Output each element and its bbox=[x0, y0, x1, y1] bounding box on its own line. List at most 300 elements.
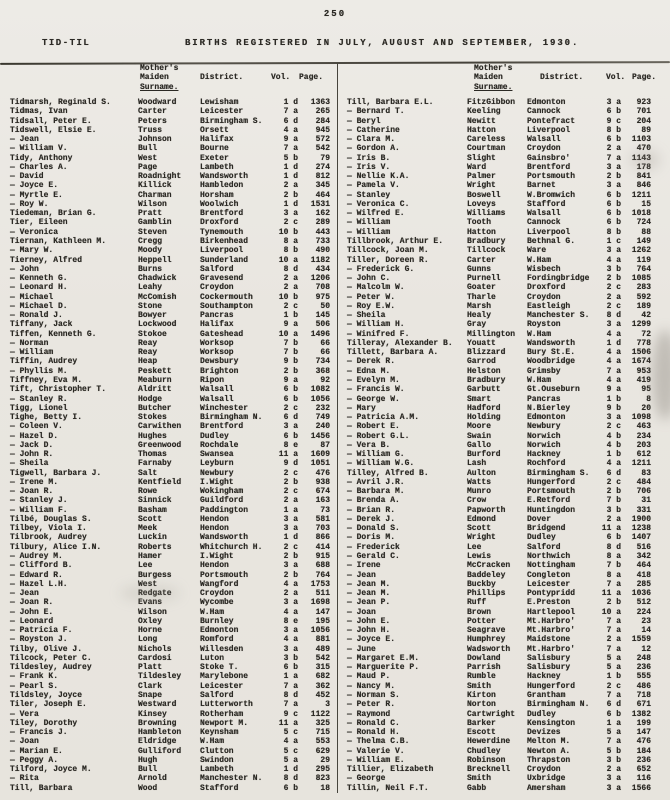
page-cell: 923 bbox=[636, 98, 651, 107]
name-cell: — Iris B. bbox=[347, 153, 391, 163]
volume-cell: 1 c bbox=[606, 236, 621, 246]
maiden-surname-cell: Youatt bbox=[467, 338, 496, 348]
table-row bbox=[347, 172, 663, 181]
table-row bbox=[10, 515, 340, 524]
page-cell: 8 bbox=[646, 394, 651, 404]
page-cell: 1456 bbox=[310, 431, 330, 441]
name-cell: Tiffany, Jack bbox=[10, 320, 73, 330]
volume-cell: 5 a bbox=[606, 663, 621, 673]
column-header-page-right: Page. bbox=[632, 73, 657, 82]
maiden-surname-cell: Blizzard bbox=[467, 348, 506, 358]
table-row bbox=[347, 700, 663, 709]
maiden-surname-cell: Wilson bbox=[138, 607, 167, 617]
name-cell: — Frederick bbox=[347, 542, 400, 552]
volume-cell: 2 a bbox=[283, 181, 298, 191]
volume-cell: 5 a bbox=[606, 728, 621, 738]
name-cell: Tier, Eileen bbox=[10, 218, 68, 228]
district-cell: Cannock bbox=[527, 218, 561, 228]
volume-cell: 2 c bbox=[606, 283, 621, 293]
name-cell: — Charles A. bbox=[10, 162, 68, 172]
volume-cell: 2 a bbox=[606, 292, 621, 302]
table-row bbox=[10, 274, 340, 283]
maiden-surname-cell: Killick bbox=[138, 181, 172, 191]
maiden-surname-cell: Aulton bbox=[467, 468, 496, 478]
table-row bbox=[10, 107, 340, 116]
district-cell: Lutterworth bbox=[200, 700, 253, 710]
district-cell: Leicester bbox=[527, 579, 571, 589]
volume-cell: 3 a bbox=[606, 181, 621, 191]
table-row bbox=[347, 682, 663, 691]
district-cell: Burnley bbox=[200, 616, 234, 626]
maiden-surname-cell: Reay bbox=[138, 338, 158, 348]
district-cell: Leyburn bbox=[200, 459, 234, 469]
district-cell: Devizes bbox=[527, 728, 561, 738]
volume-cell: 11 a bbox=[278, 450, 298, 460]
name-cell: Tiernan, Kathleen M. bbox=[10, 236, 107, 246]
maiden-surname-cell: Hambleton bbox=[138, 728, 182, 738]
page-cell: 1103 bbox=[631, 135, 651, 145]
district-cell: Hartlepool bbox=[527, 607, 576, 617]
district-cell: Exeter bbox=[200, 153, 229, 163]
maiden-surname-cell: Slight bbox=[467, 153, 496, 163]
table-row bbox=[10, 737, 340, 746]
volume-cell: 7 a bbox=[606, 579, 621, 589]
table-row bbox=[347, 747, 663, 756]
volume-cell: 7 a bbox=[606, 737, 621, 747]
district-cell: Stoke T. bbox=[200, 663, 239, 673]
district-cell: Mt.Harbro' bbox=[527, 626, 576, 636]
page-cell: 715 bbox=[315, 728, 330, 738]
district-cell: Ripon bbox=[200, 375, 225, 385]
name-cell: — Marian E. bbox=[10, 746, 63, 756]
page-cell: 147 bbox=[636, 728, 651, 738]
table-row bbox=[10, 496, 340, 505]
table-row bbox=[10, 663, 340, 672]
volume-cell: 6 d bbox=[606, 468, 621, 478]
table-row bbox=[347, 330, 663, 339]
volume-cell: 3 a bbox=[606, 246, 621, 256]
volume-cell: 7 a bbox=[606, 153, 621, 163]
page-cell: 463 bbox=[636, 422, 651, 432]
name-cell: — Irene bbox=[347, 561, 381, 571]
table-row bbox=[10, 672, 340, 681]
table-row bbox=[10, 765, 340, 774]
table-row bbox=[347, 654, 663, 663]
volume-cell: 3 a bbox=[283, 626, 298, 636]
volume-cell: 9 a bbox=[283, 375, 298, 385]
maiden-surname-cell: Munro bbox=[467, 487, 492, 497]
name-cell: Tillier, Elizabeth bbox=[347, 765, 434, 775]
district-cell: Wangford bbox=[200, 579, 239, 589]
volume-cell: 9 a bbox=[606, 385, 621, 395]
name-cell: — Frederick G. bbox=[347, 264, 415, 274]
page-cell: 1900 bbox=[631, 514, 651, 524]
district-cell: Wokingham bbox=[200, 487, 244, 497]
page-cell: 629 bbox=[315, 746, 330, 756]
district-cell: Nottingham bbox=[527, 561, 576, 571]
name-cell: Tilbé, Douglas S. bbox=[10, 514, 92, 524]
volume-cell: 8 b bbox=[606, 125, 621, 135]
table-row bbox=[347, 422, 663, 431]
name-cell: — Clara M. bbox=[347, 135, 396, 145]
name-cell: — Jack D. bbox=[10, 440, 54, 450]
maiden-surname-cell: Wright bbox=[467, 181, 496, 191]
maiden-surname-cell: Cardosi bbox=[138, 653, 172, 663]
name-cell: Tiler, Joseph E. bbox=[10, 700, 87, 710]
district-cell: Kensington bbox=[527, 718, 576, 728]
district-cell: Gainsbro' bbox=[527, 153, 571, 163]
name-cell: Tilbury, Alice I.N. bbox=[10, 542, 102, 552]
name-cell: — Francis J. bbox=[10, 728, 68, 738]
name-cell: — Edna M. bbox=[347, 366, 391, 376]
table-row bbox=[347, 524, 663, 533]
volume-cell: 2 b bbox=[606, 598, 621, 608]
district-cell: Liverpool bbox=[527, 227, 571, 237]
maiden-surname-cell: Burns bbox=[138, 264, 163, 274]
table-row bbox=[10, 561, 340, 570]
table-row bbox=[347, 737, 663, 746]
table-row bbox=[347, 432, 663, 441]
mother-header-line3: Surname. bbox=[140, 82, 179, 92]
name-cell: Tildsley, Joyce bbox=[10, 691, 83, 700]
records-column-right bbox=[347, 98, 663, 793]
volume-cell: 3 b bbox=[283, 653, 298, 663]
maiden-surname-cell: Tooth bbox=[467, 218, 492, 228]
page-cell: 581 bbox=[315, 514, 330, 524]
maiden-surname-cell: Oxley bbox=[138, 616, 163, 626]
page-cell: 1407 bbox=[631, 533, 651, 543]
name-cell: — Peter W. bbox=[347, 292, 396, 302]
maiden-surname-cell: Careless bbox=[467, 135, 506, 145]
table-row bbox=[347, 663, 663, 672]
page-cell: 116 bbox=[636, 774, 651, 784]
maiden-surname-cell: Burgess bbox=[138, 570, 172, 580]
maiden-surname-cell: Peters bbox=[138, 116, 167, 126]
page-cell: 1143 bbox=[631, 153, 651, 163]
maiden-surname-cell: Heppell bbox=[138, 255, 172, 265]
maiden-surname-cell: Courtman bbox=[467, 144, 506, 154]
district-cell: Birmingham S. bbox=[527, 468, 590, 478]
volume-cell: 6 b bbox=[283, 431, 298, 441]
table-row bbox=[347, 765, 663, 774]
volume-cell: 7 a bbox=[283, 144, 298, 154]
page-cell: 1051 bbox=[310, 459, 330, 469]
volume-cell: 7 b bbox=[606, 561, 621, 571]
page-cell: 18 bbox=[320, 783, 330, 793]
table-row bbox=[10, 524, 340, 533]
maiden-surname-cell: Gabb bbox=[467, 783, 487, 793]
name-cell: — William H. bbox=[347, 320, 405, 330]
table-row bbox=[10, 144, 340, 153]
name-cell: — Peter R. bbox=[347, 700, 396, 710]
district-cell: Cockermouth bbox=[200, 292, 253, 302]
table-row bbox=[10, 395, 340, 404]
maiden-surname-cell: Stokoe bbox=[138, 329, 167, 339]
page-cell: 29 bbox=[320, 755, 330, 765]
volume-cell: 10 a bbox=[601, 607, 621, 617]
volume-cell: 10 a bbox=[278, 329, 298, 339]
name-cell: — Michael D. bbox=[10, 301, 68, 311]
name-cell: — Thelma C.B. bbox=[347, 737, 410, 747]
volume-cell: 5 a bbox=[606, 653, 621, 663]
name-cell: — Mary W. bbox=[10, 246, 54, 256]
table-row bbox=[10, 256, 340, 265]
district-cell: W.Ham bbox=[200, 737, 225, 747]
district-cell: Paddington bbox=[200, 505, 249, 515]
name-cell: — George bbox=[347, 774, 386, 784]
table-row bbox=[10, 774, 340, 783]
maiden-surname-cell: Seagrave bbox=[467, 626, 506, 636]
table-row bbox=[10, 691, 340, 700]
volume-cell: 5 a bbox=[283, 755, 298, 765]
page-cell: 331 bbox=[636, 505, 651, 515]
district-cell: Congleton bbox=[527, 570, 571, 580]
name-cell: — Sheila bbox=[10, 459, 49, 469]
maiden-surname-cell: Edmond bbox=[467, 514, 496, 524]
table-row bbox=[347, 293, 663, 302]
maiden-surname-cell: Evans bbox=[138, 598, 163, 608]
page-cell: 265 bbox=[315, 107, 330, 117]
page-cell: 553 bbox=[315, 737, 330, 747]
page-cell: 749 bbox=[315, 413, 330, 423]
maiden-surname-cell: FitzGibbon bbox=[467, 98, 516, 107]
name-cell: — Pamela V. bbox=[347, 181, 400, 191]
district-cell: Romford bbox=[200, 635, 234, 645]
name-cell: — Stanley bbox=[347, 190, 391, 200]
district-cell: Woolwich bbox=[200, 199, 239, 209]
table-row bbox=[347, 274, 663, 283]
page-cell: 516 bbox=[636, 542, 651, 552]
page-cell: 295 bbox=[315, 765, 330, 775]
name-cell: Tilbey, Viola I. bbox=[10, 524, 87, 534]
volume-cell: 2 b bbox=[606, 274, 621, 284]
district-cell: Marylebone bbox=[200, 672, 249, 682]
table-row bbox=[347, 348, 663, 357]
maiden-surname-cell: Rumble bbox=[467, 672, 496, 682]
name-cell: — William bbox=[347, 227, 391, 237]
maiden-surname-cell: Greenwood bbox=[138, 440, 182, 450]
table-row bbox=[10, 413, 340, 422]
district-cell: Hendon bbox=[200, 524, 229, 534]
maiden-surname-cell: Baddeley bbox=[467, 570, 506, 580]
page-cell: 283 bbox=[636, 283, 651, 293]
maiden-surname-cell: Peskett bbox=[138, 366, 172, 376]
name-cell: — Joan R. bbox=[10, 598, 54, 608]
volume-cell: 6 b bbox=[606, 199, 621, 209]
district-cell: Halifax bbox=[200, 135, 234, 145]
maiden-surname-cell: Buckby bbox=[467, 579, 496, 589]
district-cell: Hackney bbox=[527, 672, 561, 682]
district-cell: Newton A. bbox=[527, 746, 571, 756]
name-cell: Tiedeman, Brian G. bbox=[10, 209, 97, 219]
maiden-surname-cell: Bradbury bbox=[467, 375, 506, 385]
page-cell: 189 bbox=[636, 301, 651, 311]
maiden-surname-cell: Scott bbox=[138, 514, 163, 524]
volume-cell: 9 c bbox=[283, 709, 298, 719]
name-cell: — Stanley R. bbox=[10, 394, 68, 404]
table-row bbox=[347, 126, 663, 135]
volume-cell: 1 d bbox=[283, 765, 298, 775]
volume-cell: 9 d bbox=[283, 459, 298, 469]
district-cell: Keynsham bbox=[200, 728, 239, 738]
table-row bbox=[10, 635, 340, 644]
volume-cell: 6 b bbox=[283, 394, 298, 404]
name-cell: — Myrtle E. bbox=[10, 190, 63, 200]
table-row bbox=[10, 626, 340, 635]
table-row bbox=[10, 154, 340, 163]
maiden-surname-cell: Bull bbox=[138, 765, 158, 775]
district-cell: Dudley bbox=[527, 709, 556, 719]
volume-cell: 8 d bbox=[283, 691, 298, 700]
table-row bbox=[10, 330, 340, 339]
volume-cell: 11 a bbox=[601, 589, 621, 599]
district-cell: Walsall bbox=[527, 209, 561, 219]
table-row bbox=[347, 580, 663, 589]
maiden-surname-cell: Gunns bbox=[467, 264, 492, 274]
volume-cell: 1 d bbox=[283, 162, 298, 172]
page-cell: 418 bbox=[636, 570, 651, 580]
name-cell: Tillin, Neil F.T. bbox=[347, 783, 429, 793]
maiden-surname-cell: Lewis bbox=[467, 552, 492, 562]
page-cell: 147 bbox=[315, 607, 330, 617]
name-cell: Tilley, Alfred B. bbox=[347, 468, 429, 478]
maiden-surname-cell: Keeling bbox=[467, 107, 501, 117]
table-row bbox=[10, 283, 340, 292]
table-row bbox=[10, 200, 340, 209]
volume-cell: 3 a bbox=[283, 561, 298, 571]
page-cell: 362 bbox=[315, 681, 330, 691]
table-row bbox=[347, 515, 663, 524]
page-cell: 50 bbox=[320, 301, 330, 311]
name-cell: — Audrey M. bbox=[10, 552, 63, 562]
name-cell: Tidswell, Elsie E. bbox=[10, 125, 97, 135]
volume-cell: 1 b bbox=[283, 311, 298, 321]
page-cell: 240 bbox=[315, 422, 330, 432]
name-cell: — Francis W. bbox=[347, 385, 405, 395]
volume-cell: 1 d bbox=[283, 533, 298, 543]
table-row bbox=[347, 441, 663, 450]
maiden-surname-cell: Scott bbox=[467, 524, 492, 534]
district-cell: Wandsworth bbox=[200, 533, 249, 543]
page-cell: 953 bbox=[636, 366, 651, 376]
name-cell: — Brian R. bbox=[347, 505, 396, 515]
district-cell: Gravesend bbox=[200, 274, 244, 284]
mother-header-line2: Maiden bbox=[474, 73, 503, 83]
volume-cell: 7 a bbox=[283, 107, 298, 117]
name-cell: — Jean M. bbox=[347, 589, 391, 599]
name-cell: Tierney, Alfred bbox=[10, 255, 83, 265]
page-cell: 66 bbox=[320, 338, 330, 348]
name-cell: — Wilfred E. bbox=[347, 209, 405, 219]
district-cell: Rochdale bbox=[200, 440, 239, 450]
name-cell: — Ronald J. bbox=[10, 311, 63, 321]
volume-cell: 4 a bbox=[283, 125, 298, 135]
district-cell: Croydon bbox=[527, 144, 561, 154]
name-cell: Tidmarsh, Reginald S. bbox=[10, 98, 111, 107]
volume-cell: 2 c bbox=[606, 477, 621, 487]
name-cell: — Coleen V. bbox=[10, 422, 63, 432]
table-row bbox=[347, 728, 663, 737]
name-cell: — Irene M. bbox=[10, 477, 59, 487]
name-cell: — Winifred F. bbox=[347, 329, 410, 339]
district-cell: Newbury bbox=[527, 422, 561, 432]
maiden-surname-cell: Hatton bbox=[467, 227, 496, 237]
district-cell: Hungerford bbox=[527, 681, 576, 691]
page-cell: 823 bbox=[315, 774, 330, 784]
name-cell: — Vera B. bbox=[347, 440, 391, 450]
volume-cell: 5 c bbox=[283, 746, 298, 756]
page-cell: 915 bbox=[315, 552, 330, 562]
district-cell: Brentford bbox=[200, 422, 244, 432]
page-cell: 3 bbox=[325, 700, 330, 710]
volume-cell: 7 a bbox=[606, 626, 621, 636]
page-cell: 476 bbox=[315, 468, 330, 478]
page-cell: 88 bbox=[641, 227, 651, 237]
page-cell: 706 bbox=[636, 487, 651, 497]
maiden-surname-cell: Stokes bbox=[138, 413, 167, 423]
column-header-district-left: District. bbox=[200, 73, 244, 82]
name-cell: — David bbox=[10, 172, 44, 182]
maiden-surname-cell: Reay bbox=[138, 348, 158, 358]
maiden-surname-cell: Watts bbox=[467, 477, 492, 487]
table-row bbox=[10, 598, 340, 607]
district-cell: W.Ham bbox=[200, 607, 225, 617]
district-cell: Hackney bbox=[527, 450, 561, 460]
district-cell: W.Ham bbox=[527, 375, 552, 385]
maiden-surname-cell: Butcher bbox=[138, 403, 172, 413]
district-cell: Grantham bbox=[527, 691, 566, 700]
table-row bbox=[347, 367, 663, 376]
volume-cell: 2 c bbox=[606, 681, 621, 691]
maiden-surname-cell: Potter bbox=[467, 616, 496, 626]
page-cell: 470 bbox=[636, 144, 651, 154]
table-row bbox=[10, 191, 340, 200]
name-cell: — Edward R. bbox=[10, 570, 63, 580]
name-cell: — Beryl bbox=[347, 116, 381, 126]
maiden-surname-cell: Horne bbox=[138, 626, 163, 636]
name-cell: — Norman bbox=[10, 338, 49, 348]
maiden-surname-cell: Rowe bbox=[138, 487, 158, 497]
volume-cell: 3 a bbox=[283, 598, 298, 608]
maiden-surname-cell: Goater bbox=[467, 283, 496, 293]
maiden-surname-cell: Moody bbox=[138, 246, 163, 256]
column-header-vol-left: Vol. bbox=[271, 73, 291, 82]
district-cell: Walsall bbox=[527, 135, 561, 145]
volume-cell: 4 a bbox=[606, 329, 621, 339]
page-cell: 31 bbox=[641, 496, 651, 506]
maiden-surname-cell: Hugh bbox=[138, 755, 158, 765]
district-cell: Dewsbury bbox=[200, 357, 239, 367]
name-cell: Tiller, Doreen R. bbox=[347, 255, 429, 265]
district-cell: Royston bbox=[527, 320, 561, 330]
table-row bbox=[347, 626, 663, 635]
name-cell: Tillett, Barbara A. bbox=[347, 348, 439, 358]
table-row bbox=[347, 413, 663, 422]
name-cell: — Kenneth G. bbox=[10, 274, 68, 284]
page-cell: 866 bbox=[315, 533, 330, 543]
table-row bbox=[10, 710, 340, 719]
page-cell: 1082 bbox=[310, 385, 330, 395]
name-cell: — William F. bbox=[10, 505, 68, 515]
district-cell: Willesden bbox=[200, 644, 244, 654]
page-cell: 1566 bbox=[631, 783, 651, 793]
maiden-surname-cell: Woodward bbox=[138, 98, 177, 107]
mother-header-line3: Surname. bbox=[474, 82, 513, 92]
table-row bbox=[347, 561, 663, 570]
table-row bbox=[347, 608, 663, 617]
maiden-surname-cell: Bowyer bbox=[138, 311, 167, 321]
name-cell: — Gordon A. bbox=[347, 144, 400, 154]
